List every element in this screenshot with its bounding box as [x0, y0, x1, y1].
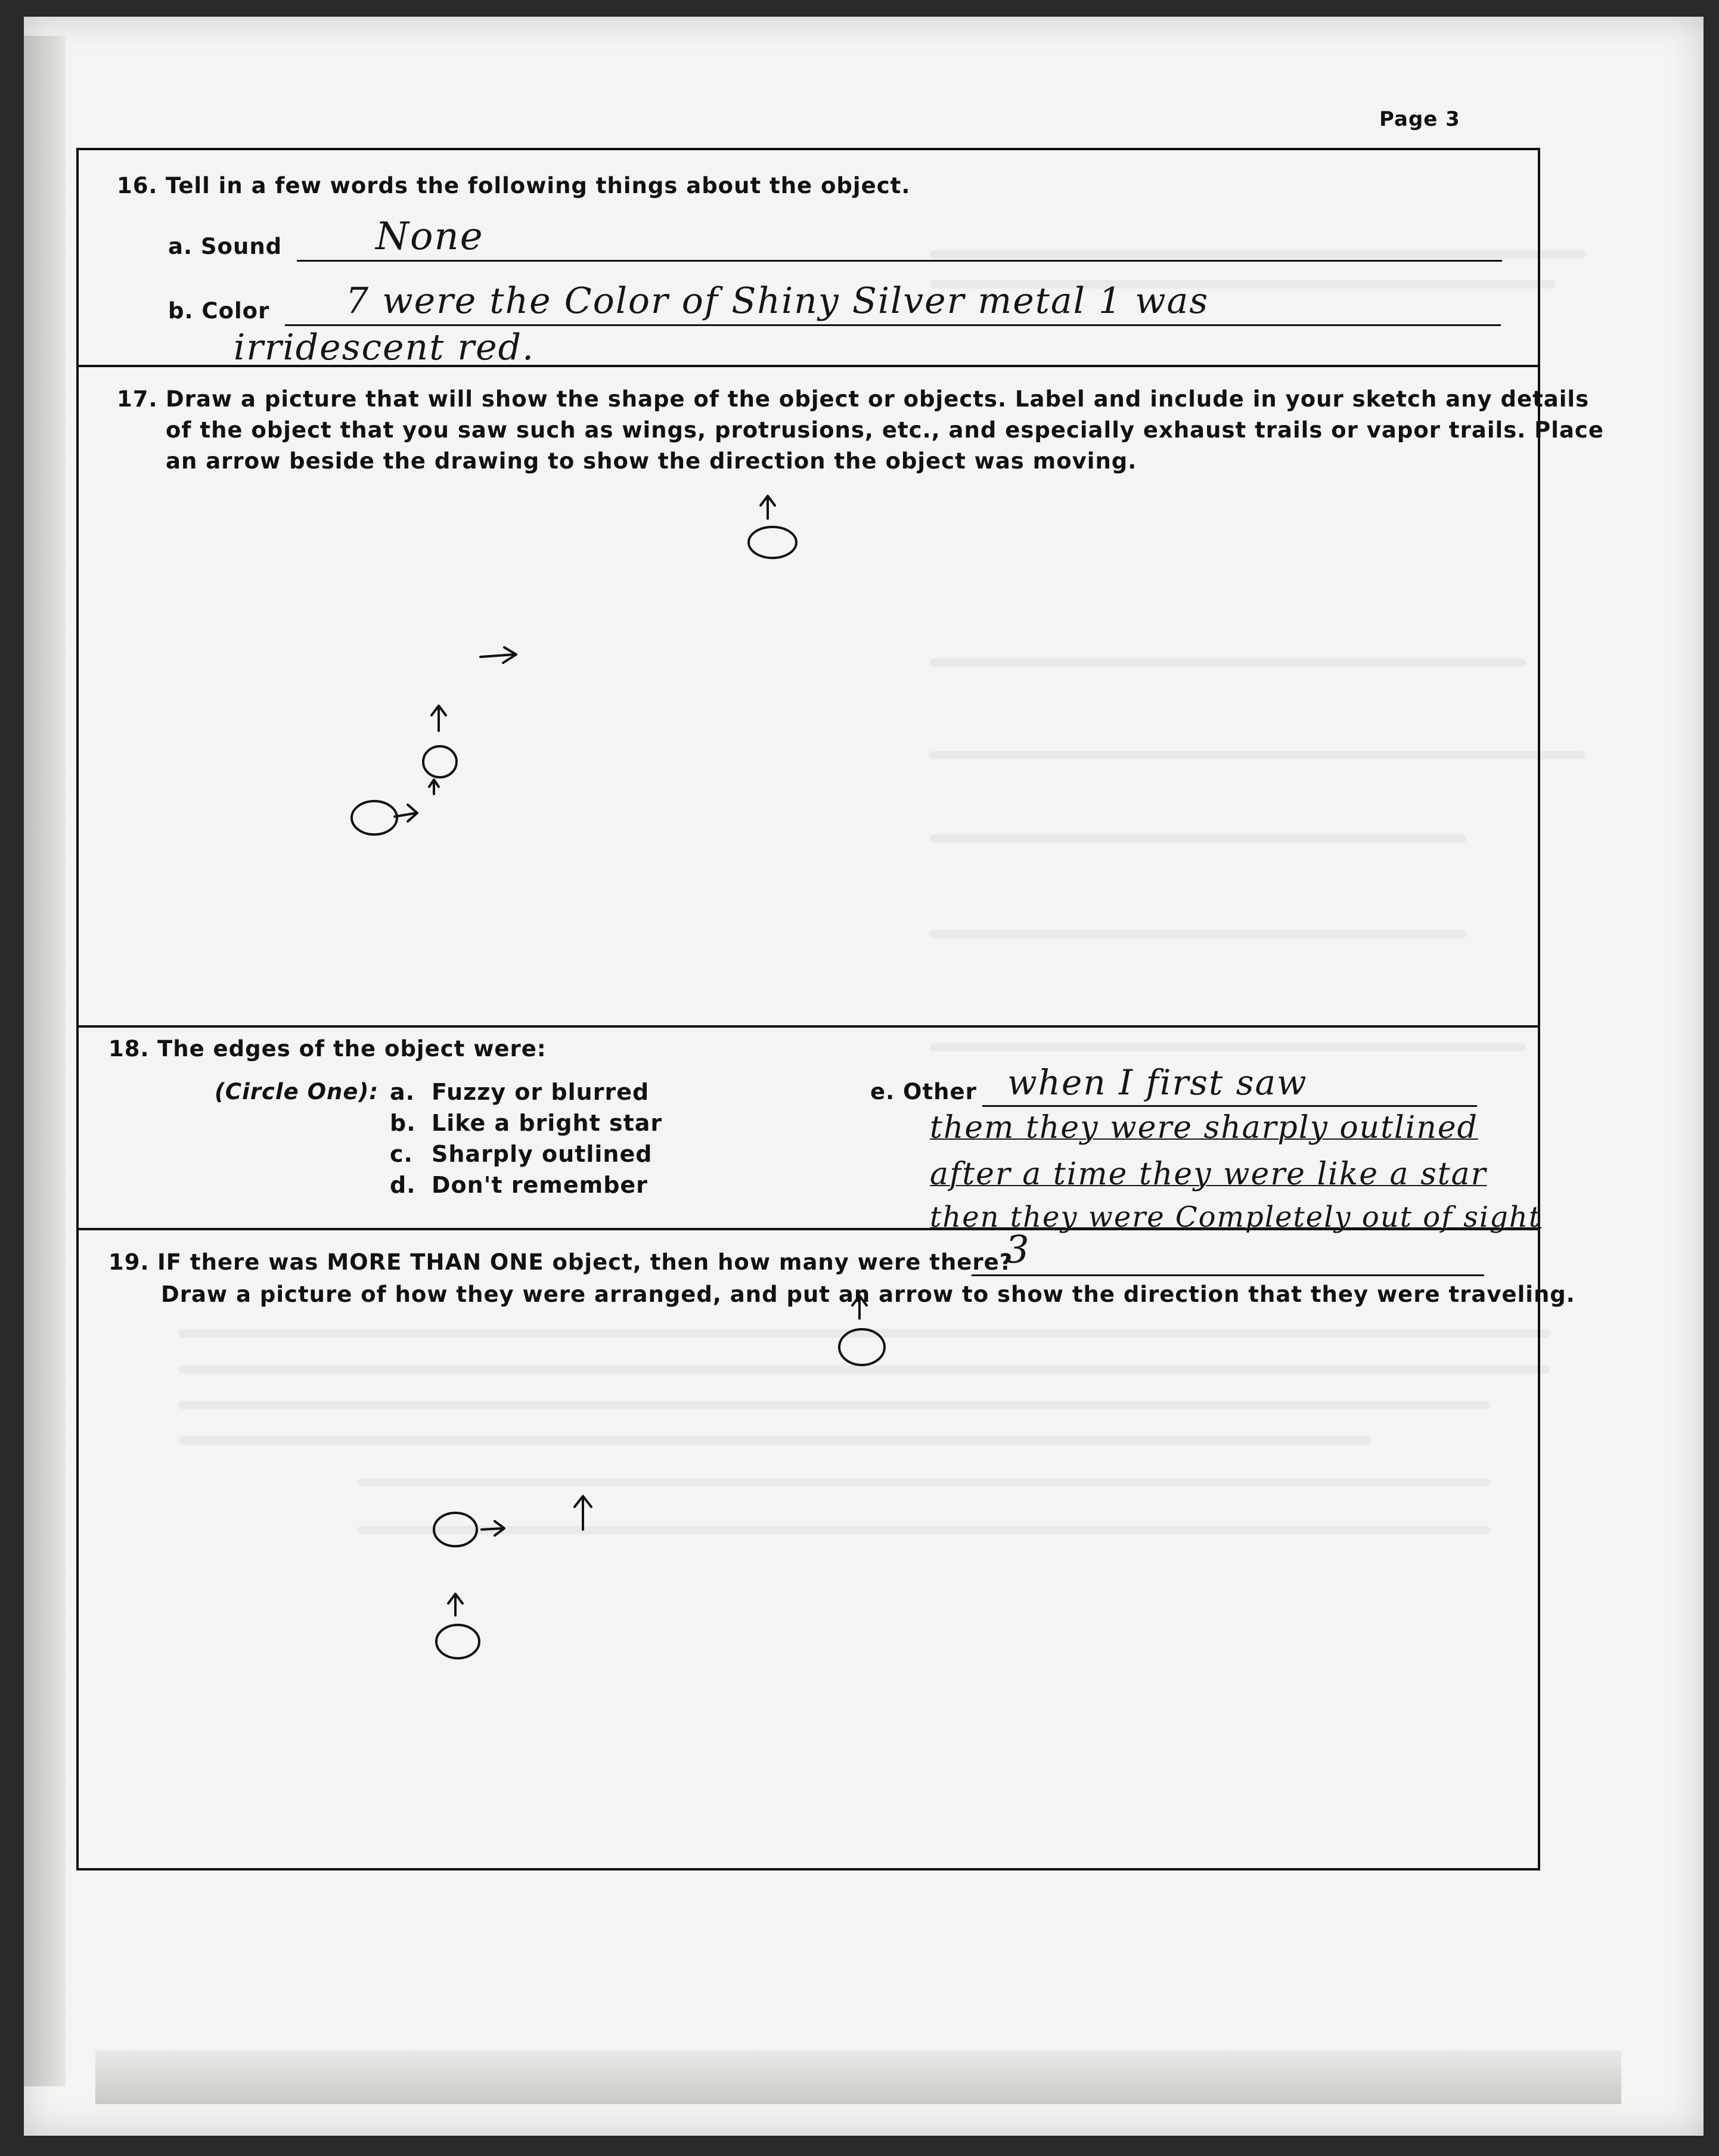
object-sketch-2	[417, 697, 477, 799]
direction-arrow-up	[566, 1490, 602, 1538]
object-oval	[749, 527, 796, 558]
option-text: Sharply outlined	[432, 1141, 653, 1167]
edge-option-d[interactable]	[390, 1172, 648, 1198]
edge-option-c[interactable]	[390, 1141, 652, 1167]
question-text: Tell in a few words the following things about the object.	[166, 173, 911, 198]
direction-arrow-right	[477, 638, 530, 674]
question-16	[117, 173, 910, 198]
page-number: Page 3	[1379, 107, 1460, 131]
option-letter: c.	[390, 1141, 413, 1167]
color-answer-line1[interactable]: 7 were the Color of Shiny Silver metal 1 was	[346, 280, 1209, 322]
question-19	[108, 1249, 1013, 1275]
question-text: Draw a picture that will show the shape of the object or objects. Label and include in your sketch any details	[166, 386, 1590, 412]
option-text: Like a bright star	[432, 1110, 663, 1136]
other-answer-line2[interactable]: them they were sharply outlined	[930, 1110, 1478, 1146]
page-edge-shadow	[24, 36, 66, 2086]
question-17	[117, 386, 1589, 412]
option-letter: a.	[390, 1079, 415, 1105]
question-17-text-line3: an arrow beside the drawing to show the direction the object was moving.	[166, 448, 1137, 474]
other-answer-line1[interactable]: when I first saw	[1007, 1062, 1308, 1103]
other-answer-line	[982, 1105, 1477, 1107]
sound-label: a. Sound	[168, 234, 283, 259]
object-sketch-3	[346, 787, 429, 840]
other-label: e. Other	[870, 1079, 977, 1105]
edge-option-a[interactable]	[390, 1079, 649, 1105]
question-number: 19.	[108, 1249, 150, 1275]
divider-17-18	[79, 1025, 1538, 1028]
sound-answer-line	[297, 260, 1502, 262]
option-text: Don't remember	[432, 1172, 648, 1198]
question-number: 17.	[117, 386, 158, 412]
question-number: 16.	[117, 173, 158, 198]
question-17-text-line2: of the object that you saw such as wings, protrusions, etc., and especially exhaust trails or vapor trails. Place	[166, 417, 1604, 443]
edge-option-b[interactable]	[390, 1110, 662, 1136]
color-answer-line2[interactable]: irridescent red.	[234, 327, 535, 368]
page-bottom-shadow	[95, 2050, 1621, 2104]
color-label: b. Color	[168, 298, 270, 324]
arrangement-object-3	[429, 1586, 489, 1663]
count-answer[interactable]: 3	[1005, 1228, 1031, 1272]
other-answer-line3[interactable]: after a time they were like a star	[930, 1156, 1487, 1192]
option-letter: d.	[390, 1172, 416, 1198]
option-text: Fuzzy or blurred	[432, 1079, 650, 1105]
other-answer-line4[interactable]: then they were Completely out of sight	[930, 1200, 1542, 1234]
option-letter: b.	[390, 1110, 416, 1136]
question-19-text-line2: Draw a picture of how they were arranged, and put an arrow to show the direction that they were traveling.	[161, 1282, 1575, 1307]
object-sketch-1	[739, 489, 811, 566]
arrangement-object-2	[423, 1502, 525, 1556]
circle-one-instruction: (Circle One):	[215, 1079, 379, 1105]
arrangement-object-1	[829, 1288, 894, 1377]
question-number: 18.	[108, 1036, 150, 1062]
question-text: The edges of the object were:	[157, 1036, 547, 1062]
count-answer-line	[972, 1274, 1484, 1276]
sound-answer[interactable]: None	[376, 215, 484, 259]
question-18	[108, 1036, 547, 1062]
color-answer-line	[285, 324, 1501, 326]
question-text: IF there was MORE THAN ONE object, then how many were there?	[157, 1249, 1013, 1275]
